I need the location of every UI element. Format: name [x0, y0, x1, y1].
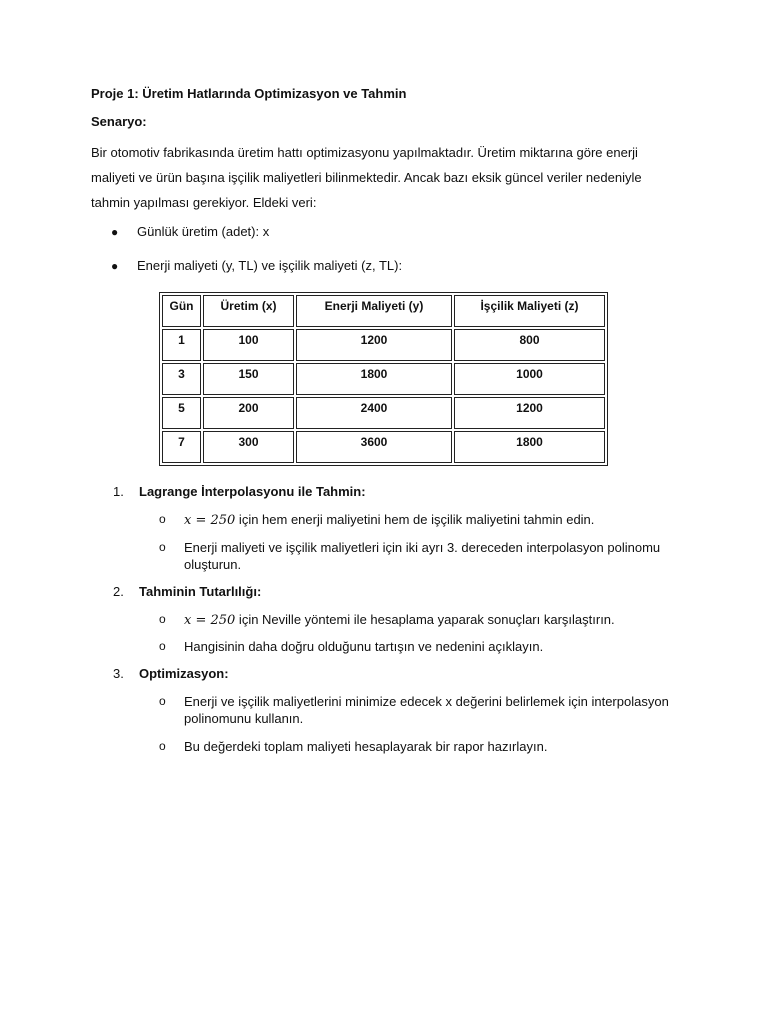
intro-line: tahmin yapılması gerekiyor. Eldeki veri:	[91, 195, 317, 210]
task-subitem	[159, 738, 679, 755]
bullet-dot-icon: ●	[111, 259, 119, 273]
table-row	[162, 363, 605, 395]
table-cell: 7	[162, 431, 201, 463]
task-subitem	[159, 611, 679, 629]
table-cell: 5	[162, 397, 201, 429]
document-title: Proje 1: Üretim Hatlarında Optimizasyon ve Tahmin	[91, 86, 407, 101]
data-table	[159, 292, 608, 466]
table-cell: 1000	[454, 363, 605, 395]
task-number: 1.	[113, 484, 124, 499]
math-expression: x = 250	[184, 613, 236, 628]
table-cell: 1200	[296, 329, 452, 361]
task-subitem	[159, 511, 679, 529]
circle-bullet-icon: o	[159, 639, 166, 653]
table-cell: 1800	[454, 431, 605, 463]
task-heading-text: Optimizasyon:	[139, 666, 229, 681]
task-heading-text: Lagrange İnterpolasyonu ile Tahmin:	[139, 484, 366, 499]
circle-bullet-icon: o	[159, 540, 166, 554]
subitem-text: Hangisinin daha doğru olduğunu tartışın ve nedenini açıklayın.	[184, 639, 544, 654]
circle-bullet-icon: o	[159, 612, 166, 626]
table-cell: 300	[203, 431, 294, 463]
table-cell: 200	[203, 397, 294, 429]
task-subitem	[159, 638, 679, 655]
table-cell: 3600	[296, 431, 452, 463]
table-cell: 800	[454, 329, 605, 361]
bullet-item	[111, 224, 269, 239]
table-row	[162, 431, 605, 463]
task-heading-text: Tahminin Tutarlılığı:	[139, 584, 262, 599]
bullet-dot-icon: ●	[111, 225, 119, 239]
bullet-text: Günlük üretim (adet): x	[137, 224, 270, 239]
bullet-item	[111, 258, 402, 273]
subitem-text: için Neville yöntemi ile hesaplama yaparak sonuçları karşılaştırın.	[235, 612, 615, 627]
subitem-text: Enerji ve işçilik maliyetlerini minimize edecek x değerini belirlemek için interpolasyon polinomunu kullanın.	[184, 694, 669, 726]
circle-bullet-icon: o	[159, 694, 166, 708]
circle-bullet-icon: o	[159, 739, 166, 753]
subitem-text: Enerji maliyeti ve işçilik maliyetleri için iki ayrı 3. dereceden interpolasyon polinomu oluşturun.	[184, 540, 661, 572]
table-cell: 1200	[454, 397, 605, 429]
bullet-text: Enerji maliyeti (y, TL) ve işçilik maliyeti (z, TL):	[137, 258, 403, 273]
intro-paragraph	[91, 140, 671, 215]
table-cell: 2400	[296, 397, 452, 429]
table-header-cell: İşçilik Maliyeti (z)	[454, 295, 605, 327]
table-cell: 1800	[296, 363, 452, 395]
table-cell: 1	[162, 329, 201, 361]
table-cell: 3	[162, 363, 201, 395]
math-expression: x = 250	[184, 513, 236, 528]
table-row	[162, 397, 605, 429]
table-row	[162, 329, 605, 361]
task-number: 2.	[113, 584, 124, 599]
intro-line: Bir otomotiv fabrikasında üretim hattı optimizasyonu yapılmaktadır. Üretim miktarına göre enerji	[91, 145, 638, 160]
table-header-cell: Gün	[162, 295, 201, 327]
subitem-text: için hem enerji maliyetini hem de işçilik maliyetini tahmin edin.	[235, 512, 595, 527]
scenario-heading: Senaryo:	[91, 114, 147, 129]
task-heading	[113, 484, 366, 499]
table-header-cell: Enerji Maliyeti (y)	[296, 295, 452, 327]
task-number: 3.	[113, 666, 124, 681]
table-header-row	[162, 295, 605, 327]
circle-bullet-icon: o	[159, 512, 166, 526]
table-cell: 100	[203, 329, 294, 361]
task-subitem	[159, 693, 679, 727]
task-subitem	[159, 539, 679, 573]
intro-line: maliyeti ve ürün başına işçilik maliyetleri bilinmektedir. Ancak bazı eksik güncel veriler nedeniyle	[91, 170, 642, 185]
table-header-cell: Üretim (x)	[203, 295, 294, 327]
task-heading	[113, 584, 261, 599]
table-cell: 150	[203, 363, 294, 395]
subitem-text: Bu değerdeki toplam maliyeti hesaplayarak bir rapor hazırlayın.	[184, 739, 548, 754]
task-heading	[113, 666, 229, 681]
